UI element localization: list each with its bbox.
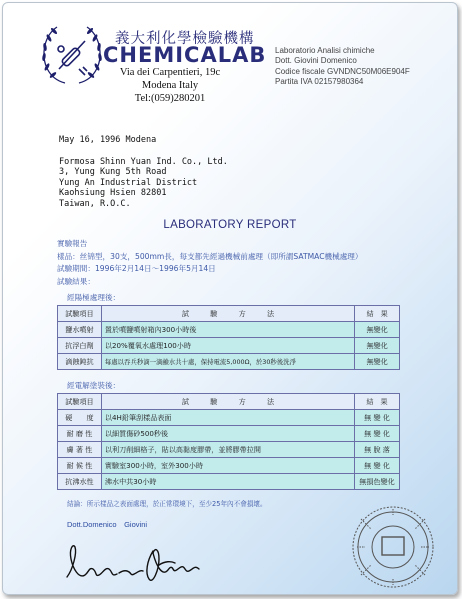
test-method-cell: 實驗室300小時，室外300小時	[101, 458, 354, 474]
test-item-cell: 鹽水噴射	[58, 322, 102, 338]
test-result-cell: 無變化	[355, 354, 400, 370]
handwritten-signature	[59, 539, 209, 589]
recipient-line: Formosa Shinn Yuan Ind. Co., Ltd.	[59, 157, 228, 167]
report-title: LABORATORY REPORT	[163, 219, 297, 231]
report-line: 樣品：丝锦型，30支，500mm長，每支都先經過機械前處理（即所謂SATMAC機械處理）	[57, 251, 363, 261]
conclusion-text: 結論：所示樣品之表面處理，於正常環境下，至少25年內不會損壞。	[67, 500, 267, 508]
test-result-cell: 無變化	[355, 338, 400, 354]
table-row	[58, 426, 400, 442]
lab-name: CHEMICALAB	[103, 43, 267, 67]
test-method-cell: 以利刀削細格子，貼以高黏度膠帶，並將膠帶拉開	[101, 442, 354, 458]
test-method-cell: 以20%覆氧水處理100小時	[101, 338, 354, 354]
test-item-cell: 耐 磨 性	[58, 426, 102, 442]
recipient-line: Yung An Industrial District	[59, 177, 198, 188]
table-header-row	[58, 306, 400, 322]
recipient-line: 3, Yung Kung 5th Road	[59, 167, 167, 178]
lab-address	[103, 66, 237, 105]
lab-info-line: Codice fiscale GVNDNC50M06E904F	[275, 66, 410, 76]
test-result-cell: 無變化	[355, 322, 400, 338]
table-row	[58, 410, 400, 426]
test-result-cell: 無損色變化	[355, 474, 400, 490]
header-cell: 結 果	[355, 394, 400, 410]
test-item-cell: 硬 度	[58, 410, 102, 426]
anodizing-test-table	[57, 305, 400, 370]
header-cell: 試驗項目	[58, 394, 102, 410]
report-page	[2, 2, 458, 595]
header-cell: 試驗項目	[58, 306, 102, 322]
test-item-cell: 耐 候 性	[58, 458, 102, 474]
table-row	[58, 322, 400, 338]
test-method-cell: 沸水中共30小時	[101, 474, 354, 490]
test-item-cell: 抗浮白劑	[58, 338, 102, 354]
report-line: 實驗報告	[57, 239, 88, 248]
section2-caption: 經電解塗裝後：	[67, 381, 121, 390]
section1-caption: 經陽極處理後：	[67, 293, 121, 302]
table-row	[58, 474, 400, 490]
lab-name-chinese: 義大利化學檢驗機構	[115, 31, 255, 47]
test-item-cell: 膚 著 性	[58, 442, 102, 458]
table-header-row	[58, 394, 400, 410]
chemicalab-logo	[39, 23, 105, 89]
table-row	[58, 442, 400, 458]
address-phone: Tel:(059)280201	[134, 93, 206, 104]
signatory-name: Dott.Domenico Giovini	[67, 520, 148, 529]
test-result-cell: 無 變 化	[355, 458, 400, 474]
report-line: 試驗期間：1996年2月14日～1996年5月14日	[57, 264, 216, 274]
test-result-cell: 無 脫 落	[355, 442, 400, 458]
recipient-line: Kaohsiung Hsien 82801	[59, 188, 167, 199]
address-street: Via dei Carpentieri, 19c	[119, 67, 221, 78]
report-intro	[57, 238, 362, 288]
table-row	[58, 338, 400, 354]
letter-date: May 16, 1996 Modena	[59, 135, 157, 145]
test-method-cell: 以細質傷砂500秒後	[101, 426, 354, 442]
test-result-cell: 無 變 化	[355, 410, 400, 426]
test-method-cell: 每處以吞兵秒滴一滴鹼水共十處，保持電流5,000Ω，於30秒後洗淨	[101, 354, 354, 370]
official-stamp	[341, 499, 445, 595]
table-row	[58, 354, 400, 370]
address-city: Modena Italy	[141, 80, 199, 91]
recipient-address	[59, 157, 228, 209]
test-method-cell: 以4H鉛筆刮樣品表面	[101, 410, 354, 426]
header-cell: 試 驗 方 法	[101, 306, 354, 322]
test-result-cell: 無 變 化	[355, 426, 400, 442]
coating-test-table	[57, 393, 400, 490]
header-cell: 結 果	[355, 306, 400, 322]
test-method-cell: 置於噴鹽噴射箱內300小時後	[101, 322, 354, 338]
header-cell: 試 驗 方 法	[101, 394, 354, 410]
report-line: 試驗結果：	[57, 276, 95, 286]
lab-info-line: Dott. Giovini Domenico	[275, 56, 357, 66]
test-item-cell: 滴蝕鈍抗	[58, 354, 102, 370]
test-item-cell: 抗沸水性	[58, 474, 102, 490]
lab-info-block	[275, 46, 410, 87]
table-row	[58, 458, 400, 474]
lab-info-line: Laboratorio Analisi chimiche	[275, 46, 375, 55]
recipient-line: Taiwan, R.O.C.	[59, 198, 131, 209]
lab-info-line: Partita IVA 02157980364	[275, 76, 364, 86]
